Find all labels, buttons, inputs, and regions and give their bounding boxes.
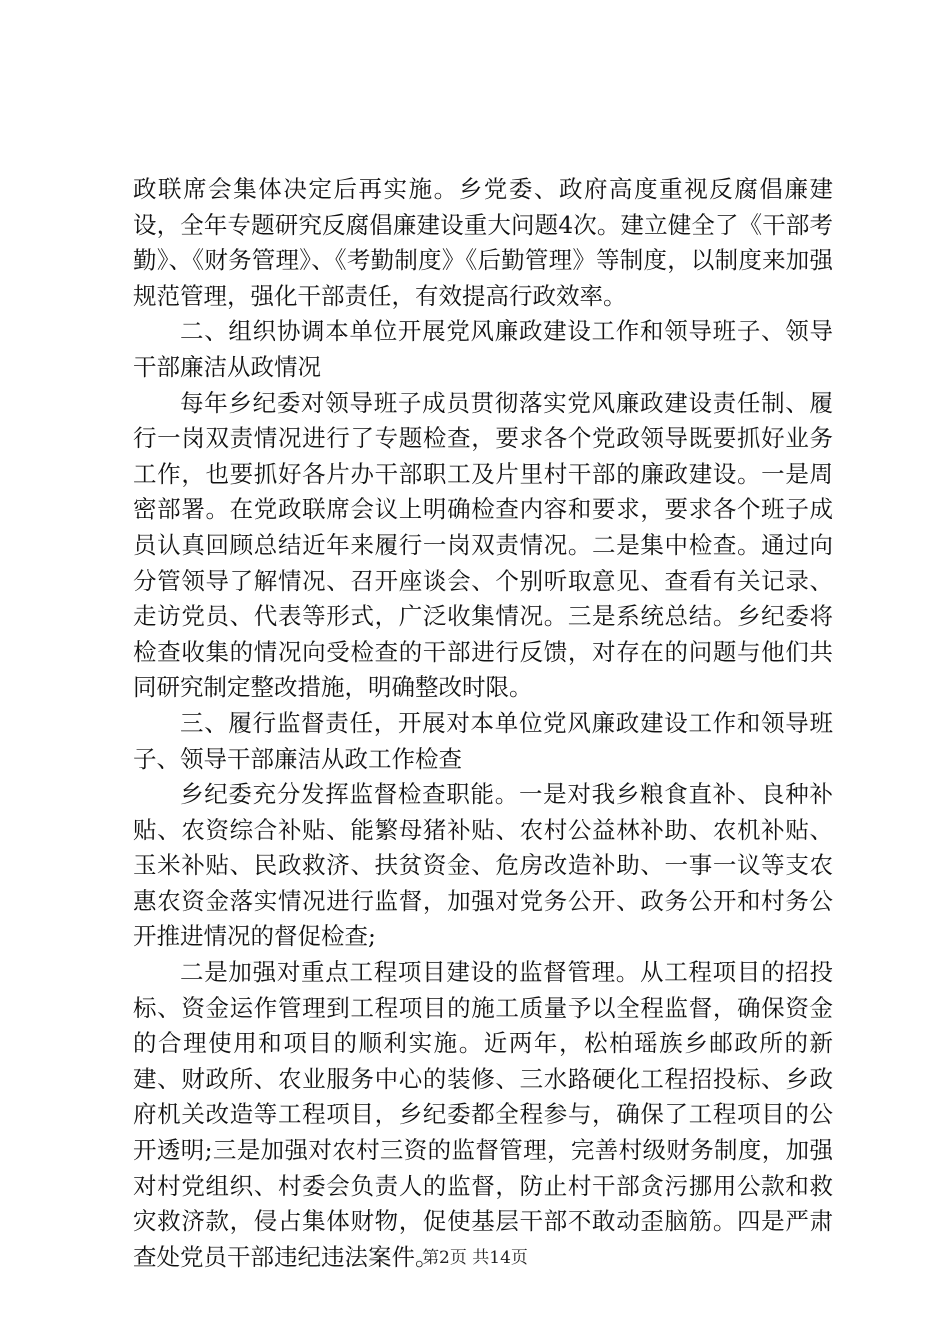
- paragraph-3: 每年乡纪委对领导班子成员贯彻落实党风廉政建设责任制、履行一岗双责情况进行了专题检查，要求各个党政领导既要抓好业务工作，也要抓好各片办干部职工及片里村干部的廉政建设。一是周密部署。在党政联席会议上明确检查内容和要求，要求各个班子成员认真回顾总结近年来履行一岗双责情况。二是集中检查。通过向分管领导了解情况、召开座谈会、个别听取意见、查看有关记录、走访党员、代表等形式，广泛收集情况。三是系统总结。乡纪委将检查收集的情况向受检查的干部进行反馈，对存在的问题与他们共同研究制定整改措施，明确整改时限。: [133, 388, 833, 702]
- paragraph-6: 二是加强对重点工程项目建设的监督管理。从工程项目的招投标、资金运作管理到工程项目的施工质量予以全程监督，确保资金的合理使用和项目的顺利实施。近两年，松柏瑶族乡邮政所的新建、财政所、农业服务中心的装修、三水路硬化工程招投标、乡政府机关改造等工程项目，乡纪委都全程参与，确保了工程项目的公开透明;三是加强对农村三资的监督管理，完善村级财务制度，加强对村党组织、村委会负责人的监督，防止村干部贪污挪用公款和救灾救济款，侵占集体财物，促使基层干部不敢动歪脑筋。四是严肃查处党员干部违纪违法案件。: [133, 958, 833, 1271]
- paragraph-5: 乡纪委充分发挥监督检查职能。一是对我乡粮食直补、良种补贴、农资综合补贴、能繁母猪补贴、农村公益林补助、农机补贴、玉米补贴、民政救济、扶贫资金、危房改造补助、一事一议等支农惠农资金落实情况进行监督，加强对党务公开、政务公开和村务公开推进情况的督促检查;: [133, 780, 833, 951]
- paragraph-1: 政联席会集体决定后再实施。乡党委、政府高度重视反腐倡廉建设，全年专题研究反腐倡廉建设重大问题4次。建立健全了《干部考勤》、《财务管理》、《考勤制度》《后勤管理》等制度，以制度来加强规范管理，强化干部责任，有效提高行政效率。: [133, 175, 833, 310]
- paragraph-4-heading: 三、履行监督责任，开展对本单位党风廉政建设工作和领导班子、领导干部廉洁从政工作检查: [133, 708, 833, 773]
- paragraph-2-heading: 二、组织协调本单位开展党风廉政建设工作和领导班子、领导干部廉洁从政情况: [133, 317, 833, 381]
- page-number-footer: 第2页 共14页: [422, 1248, 528, 1268]
- document-body: [133, 172, 833, 1275]
